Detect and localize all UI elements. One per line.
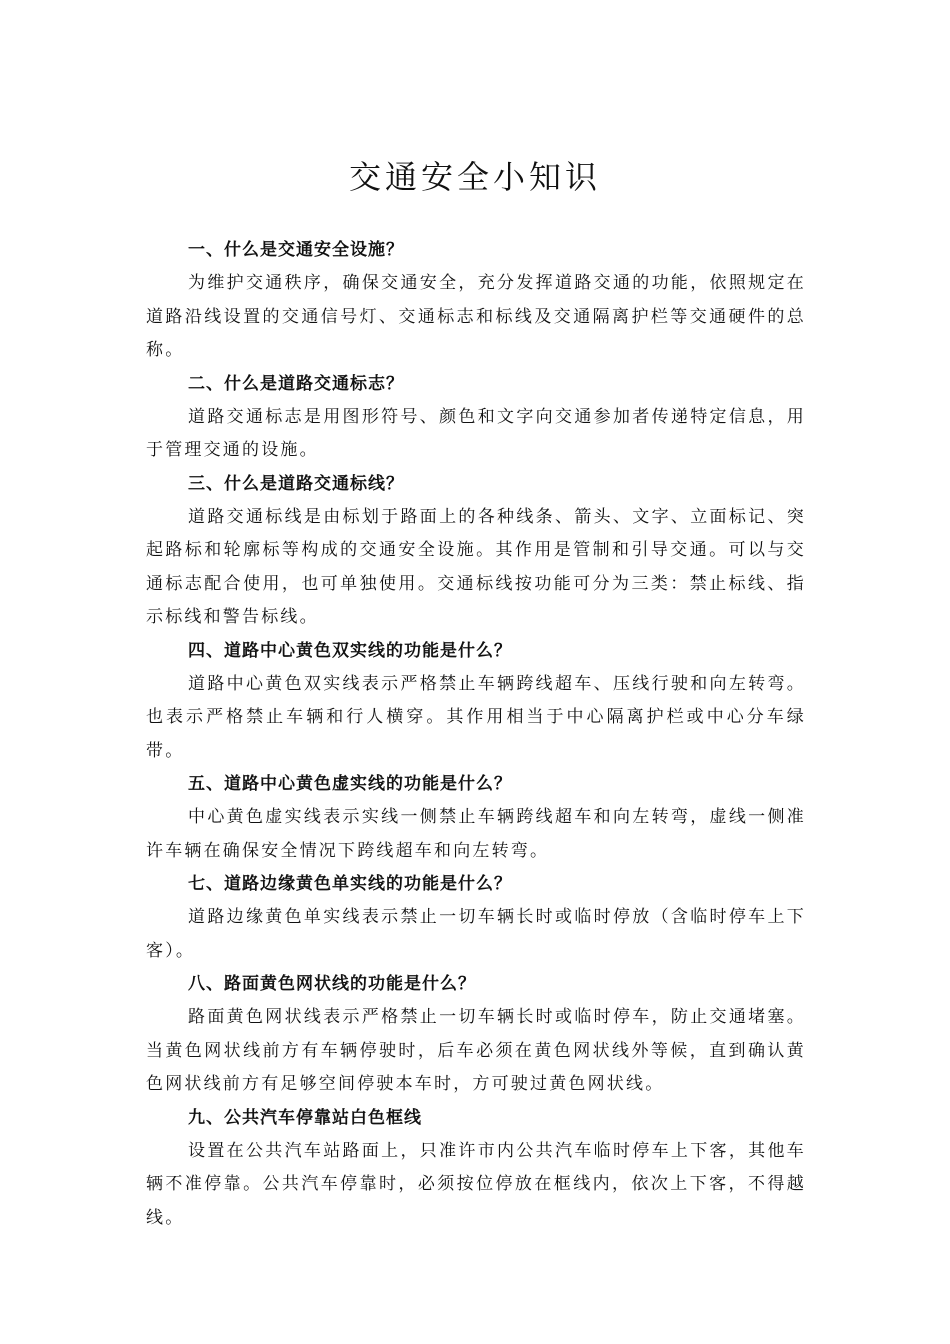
section-heading: 七、道路边缘黄色单实线的功能是什么？	[188, 874, 512, 894]
section	[146, 468, 806, 635]
section-paragraph: 为维护交通秩序，确保交通安全，充分发挥道路交通的功能，依照规定在道路沿线设置的交通信号灯、交通标志和标线及交通隔离护栏等交通硬件的总称。	[146, 273, 806, 360]
section-heading: 二、什么是道路交通标志？	[188, 373, 404, 394]
section-paragraph: 路面黄色网状线表示严格禁止一切车辆长时或临时停车，防止交通堵塞。当黄色网状线前方有车辆停驶时，后车必须在黄色网状线外等候，直到确认黄色网状线前方有足够空间停驶本车时，方可驶过黄色网状线。	[146, 1007, 806, 1094]
document-title: 交通安全小知识	[348, 158, 601, 196]
section	[146, 234, 806, 368]
section-heading: 五、道路中心黄色虚实线的功能是什么？	[188, 774, 512, 794]
section-paragraph: 道路中心黄色双实线表示严格禁止车辆跨线超车、压线行驶和向左转弯。也表示严格禁止车辆和行人横穿。其作用相当于中心隔离护栏或中心分车绿带。	[146, 673, 806, 761]
section-heading: 八、路面黄色网状线的功能是什么？	[188, 974, 476, 994]
section-paragraph: 道路交通标志是用图形符号、颜色和文字向交通参加者传递特定信息，用于管理交通的设施。	[146, 406, 806, 460]
section	[146, 1102, 806, 1236]
section	[146, 768, 806, 868]
section	[146, 868, 806, 968]
section-heading: 九、公共汽车停靠站白色框线	[188, 1107, 422, 1128]
section-heading: 一、什么是交通安全设施？	[188, 240, 404, 260]
section-heading: 四、道路中心黄色双实线的功能是什么？	[188, 640, 512, 661]
section-paragraph: 设置在公共汽车站路面上，只准许市内公共汽车临时停车上下客，其他车辆不准停靠。公共汽车停靠时，必须按位停放在框线内，依次上下客，不得越线。	[146, 1140, 806, 1228]
section-paragraph: 道路边缘黄色单实线表示禁止一切车辆长时或临时停放（含临时停车上下客）。	[146, 907, 806, 961]
section	[146, 968, 806, 1102]
document-body	[146, 234, 806, 1235]
section-heading: 三、什么是道路交通标线？	[188, 473, 404, 494]
section	[146, 368, 806, 468]
section-paragraph: 中心黄色虚实线表示实线一侧禁止车辆跨线超车和向左转弯，虚线一侧准许车辆在确保安全情况下跨线超车和向左转弯。	[146, 807, 806, 861]
section	[146, 635, 806, 769]
section-paragraph: 道路交通标线是由标划于路面上的各种线条、箭头、文字、立面标记、突起路标和轮廓标等构成的交通安全设施。其作用是管制和引导交通。可以与交通标志配合使用，也可单独使用。交通标线按功能可分为三类：禁止标线、指示标线和警告标线。	[146, 506, 806, 627]
